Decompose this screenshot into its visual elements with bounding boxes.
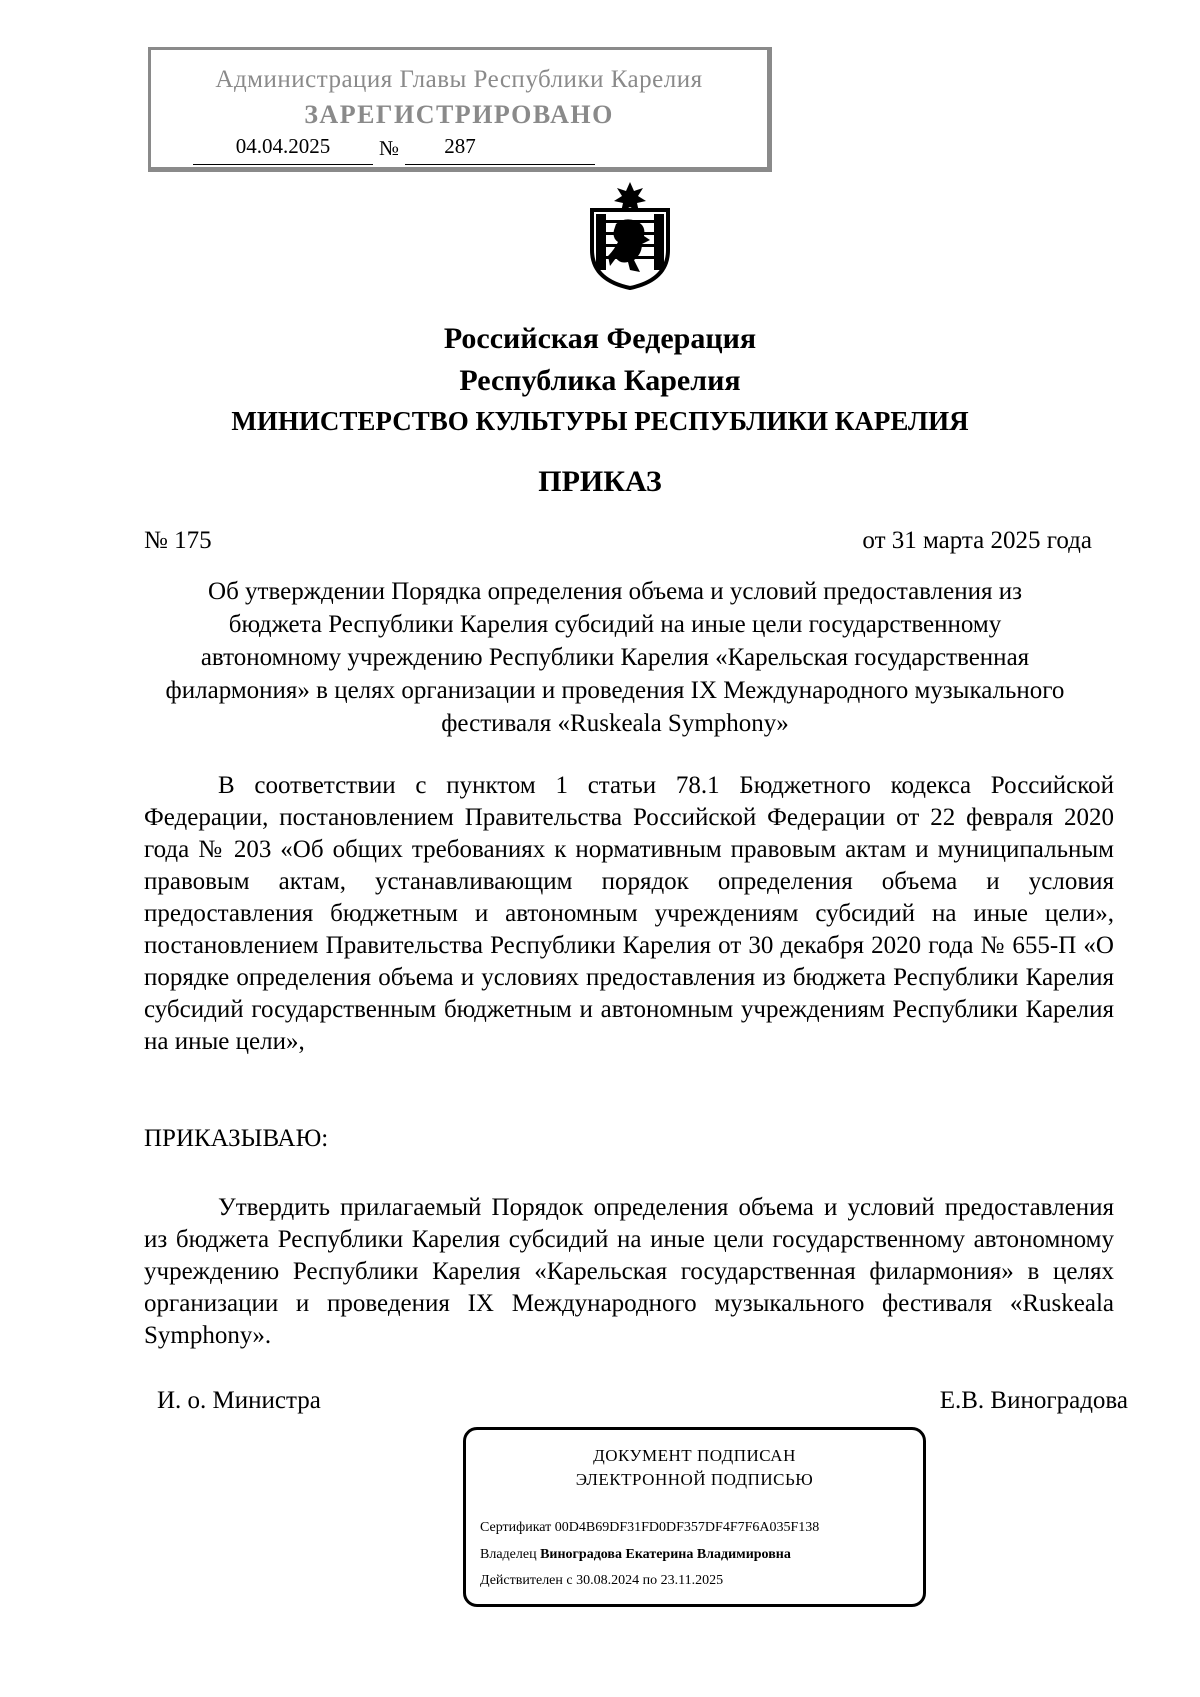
esig-owner-label: Владелец <box>480 1547 537 1562</box>
header-country: Российская Федерация <box>443 322 757 355</box>
electronic-signature-stamp <box>463 1427 926 1607</box>
header-ministry: МИНИСТЕРСТВО КУЛЬТУРЫ РЕСПУБЛИКИ КАРЕЛИЯ <box>231 406 969 436</box>
esig-valid-label: Действителен с <box>480 1573 573 1588</box>
esig-validity-row <box>480 1573 723 1589</box>
esig-valid-to: 23.11.2025 <box>660 1573 724 1588</box>
registration-date-line <box>193 134 373 165</box>
registration-number-line <box>405 134 595 165</box>
order-paragraph: Утвердить прилагаемый Порядок определения объема и условий предоставления из бюджета Республики Карелия субсидий на иные цели государственному автономному учреждению Республики Карелия «Карельская государственная филармония» в целях организации и проведения IX Международного музыкального фестиваля «Ruskeala Symphony». <box>144 1194 1114 1349</box>
order-word: ПРИКАЗЫВАЮ: <box>144 1125 329 1152</box>
esig-title-line2: ЭЛЕКТРОННОЙ ПОДПИСЬЮ <box>575 1470 814 1489</box>
registration-stamp <box>148 47 772 172</box>
document-subject: Об утверждении Порядка определения объема и условий предоставления из бюджета Республики Карелия субсидий на иные цели государственному автономному учреждению Республики Карелия «Карельская государственная филармония» в целях организации и проведения IX Международного музыкального фестиваля «Ruskeala Symphony» <box>165 578 1065 737</box>
document-number: № 175 <box>144 527 212 554</box>
document-date: от 31 марта 2025 года <box>862 527 1092 554</box>
esig-valid-to-label: по <box>642 1573 658 1588</box>
registration-status: ЗАРЕГИСТРИРОВАНО <box>304 100 614 129</box>
registration-number-label: № <box>379 136 400 160</box>
preamble-paragraph: В соответствии с пунктом 1 статьи 78.1 Бюджетного кодекса Российской Федерации, постановлением Правительства Российской Федерации от 22 февраля 2020 года № 203 «Об общих требованиях к нормативным правовым актам и муниципальным правовым актам, устанавливающим порядок определения объема и условия предоставления бюджетным и автономным учреждениям субсидий на иные цели», постановлением Правительства Республики Карелия от 30 декабря 2020 года № 655-П «О порядке определения объема и условиях предоставления из бюджета Республики Карелия субсидий государственным бюджетным и автономным учреждениям Республики Карелия на иные цели», <box>144 772 1114 1055</box>
registration-organization: Администрация Главы Республики Карелия <box>215 66 703 93</box>
esig-valid-from: 30.08.2024 <box>576 1573 640 1588</box>
esig-certificate-row <box>480 1520 819 1536</box>
signer-role: И. о. Министра <box>157 1387 321 1414</box>
header-republic: Республика Карелия <box>459 364 741 397</box>
signer-name: Е.В. Виноградова <box>939 1387 1128 1414</box>
document-type: ПРИКАЗ <box>538 465 662 498</box>
registration-number: 287 <box>444 134 476 158</box>
karelia-coat-of-arms-icon <box>582 180 678 290</box>
registration-date: 04.04.2025 <box>235 134 331 158</box>
esig-certificate-label: Сертификат <box>480 1520 552 1535</box>
esig-owner-value: Виноградова Екатерина Владимировна <box>540 1547 791 1562</box>
esig-title-line1: ДОКУМЕНТ ПОДПИСАН <box>593 1446 796 1465</box>
esig-owner-row <box>480 1547 791 1563</box>
esig-certificate-value: 00D4B69DF31FD0DF357DF4F7F6A035F138 <box>554 1520 820 1535</box>
